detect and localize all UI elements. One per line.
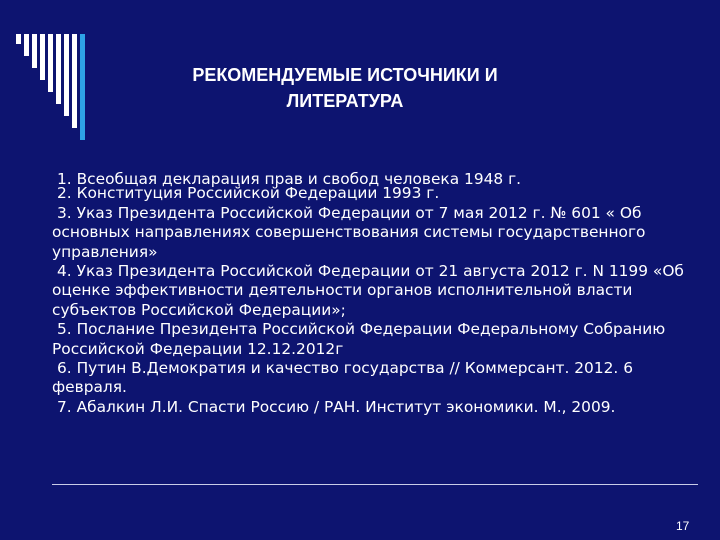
slide-title-line2: ЛИТЕРАТУРА <box>286 91 404 111</box>
slide-title <box>150 62 540 114</box>
reference-item: 2. Конституция Российской Федерации 1993 г. <box>57 184 440 203</box>
page-number: 17 <box>676 519 690 533</box>
deco-bar <box>32 34 37 68</box>
deco-bar <box>56 34 61 104</box>
deco-bar <box>48 34 53 92</box>
deco-bar <box>64 34 69 116</box>
decorative-bars-graphic <box>16 34 116 144</box>
reference-item: 1. Всеобщая декларация прав и свобод человека 1948 г. <box>57 170 522 188</box>
reference-item: 6. Путин В.Демократия и качество государства // Коммерсант. 2012. 6 февраля. <box>52 359 634 397</box>
deco-bar <box>80 34 85 140</box>
deco-bar <box>40 34 45 80</box>
reference-list <box>52 170 692 417</box>
reference-item: 4. Указ Президента Российской Федерации от 21 августа 2012 г. N 1199 «Об оценке эффективности деятельности органов исполнительной власти субъектов Российской Федерации»; <box>52 262 684 319</box>
footer-divider <box>52 484 698 485</box>
reference-item: 3. Указ Президента Российской Федерации от 7 мая 2012 г. № 601 « Об основных направлениях совершенствования системы государственного управления» <box>52 203 646 261</box>
deco-bar <box>72 34 77 128</box>
deco-bar <box>24 34 29 56</box>
reference-item: 5. Послание Президента Российской Федерации Федеральному Собранию Российской Федерации 12.12.2012г <box>52 320 666 358</box>
deco-bar <box>16 34 21 44</box>
reference-item: 7. Абалкин Л.И. Спасти Россию / РАН. Институт экономики. М., 2009. <box>57 397 616 416</box>
slide-title-line1: РЕКОМЕНДУЕМЫЕ ИСТОЧНИКИ И <box>192 65 498 85</box>
